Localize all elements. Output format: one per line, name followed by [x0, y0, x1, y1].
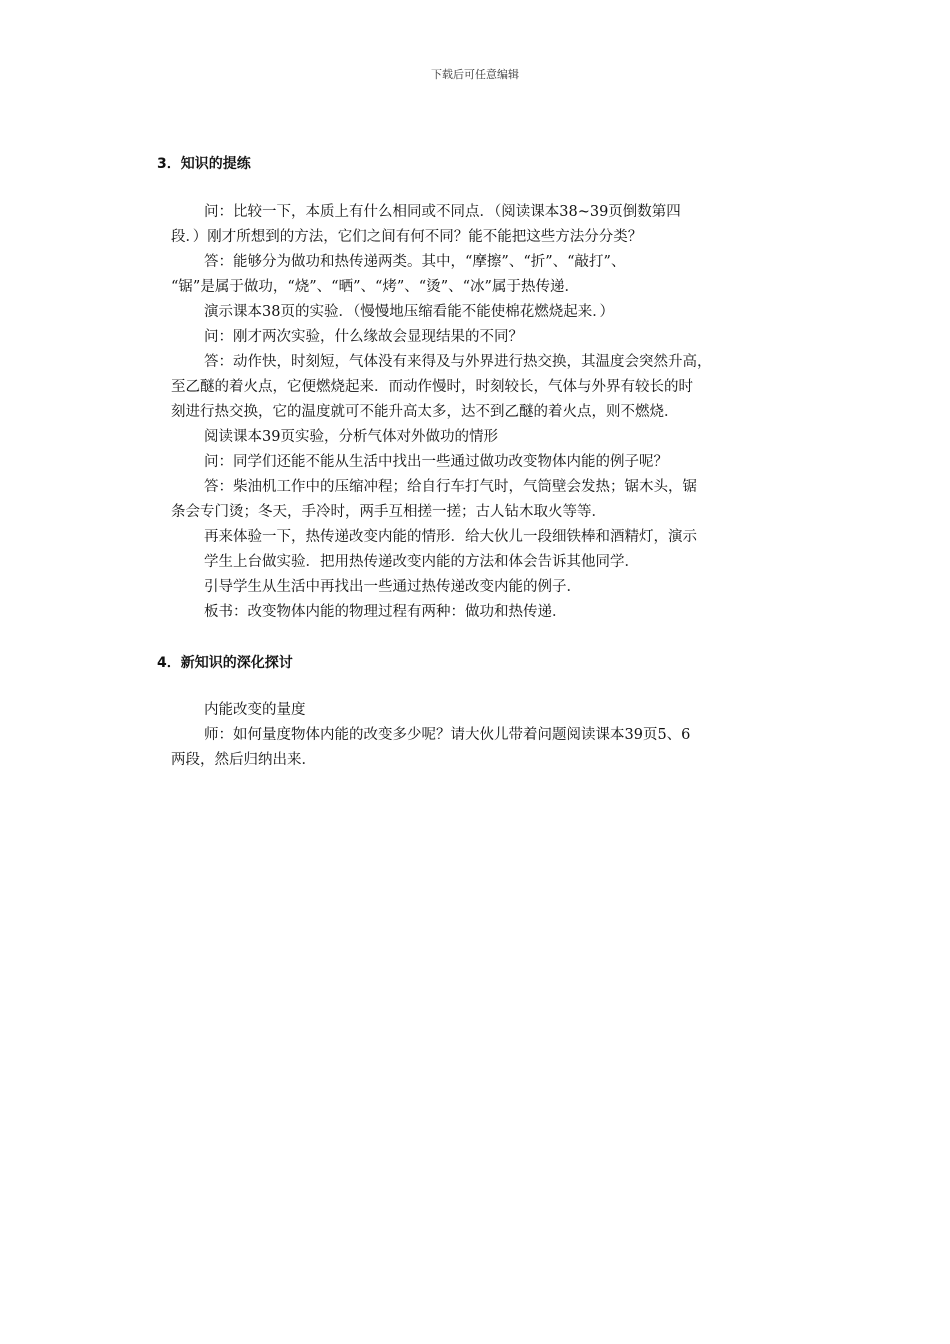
- paragraph-line: 师：如何量度物体内能的改变多少呢？请大伙儿带着问题阅读课本39页5、6: [204, 727, 691, 743]
- paragraph-line: 再来体验一下，热传递改变内能的情形．给大伙儿一段细铁棒和酒精灯，演示: [204, 529, 697, 545]
- paragraph-line: 问：比较一下，本质上有什么相同或不同点．（阅读课本38~39页倒数第四: [204, 204, 681, 220]
- paragraph-line: 至乙醚的着火点，它便燃烧起来．而动作慢时，时刻较长，气体与外界有较长的时: [171, 379, 693, 395]
- section-3-title: 3．知识的提练: [157, 156, 251, 172]
- paragraph-line: 板书：改变物体内能的物理过程有两种：做功和热传递．: [204, 604, 567, 620]
- section-4-title: 4．新知识的深化探讨: [157, 655, 293, 671]
- paragraph-line: 两段，然后归纳出来．: [171, 752, 316, 768]
- paragraph-line: 段．）刚才所想到的方法，它们之间有何不同？能不能把这些方法分分类？: [171, 229, 643, 245]
- paragraph-line: 问：同学们还能不能从生活中找出一些通过做功改变物体内能的例子呢？: [204, 454, 668, 470]
- paragraph-line: 学生上台做实验．把用热传递改变内能的方法和体会告诉其他同学．: [204, 554, 639, 570]
- page-header: 下载后可任意编辑: [431, 68, 519, 81]
- paragraph-line: 引导学生从生活中再找出一些通过热传递改变内能的例子．: [204, 579, 581, 595]
- paragraph-line: 条会专门烫；冬天，手冷时，两手互相搓一搓；古人钻木取火等等．: [171, 504, 606, 520]
- paragraph-line: 演示课本38页的实验．（慢慢地压缩看能不能使棉花燃烧起来．）: [204, 304, 614, 320]
- paragraph-line: 问：刚才两次实验，什么缘故会显现结果的不同？: [204, 329, 523, 345]
- paragraph-line: “锯”是属于做功，“烧”、“晒”、“烤”、“烫”、“冰”属于热传递．: [171, 279, 579, 295]
- paragraph-line: 答：动作快，时刻短，气体没有来得及与外界进行热交换，其温度会突然升高，: [204, 354, 712, 370]
- paragraph-line: 刻进行热交换，它的温度就可不能升高太多，达不到乙醚的着火点，则不燃烧．: [171, 404, 679, 420]
- paragraph-line: 答：能够分为做功和热传递两类。其中，“摩擦”、“折”、“敲打”、: [204, 254, 626, 270]
- paragraph-line: 答：柴油机工作中的压缩冲程；给自行车打气时，气筒壁会发热；锯木头，锯: [204, 479, 697, 495]
- paragraph-line: 内能改变的量度: [204, 702, 306, 718]
- paragraph-line: 阅读课本39页实验，分析气体对外做功的情形: [204, 429, 498, 445]
